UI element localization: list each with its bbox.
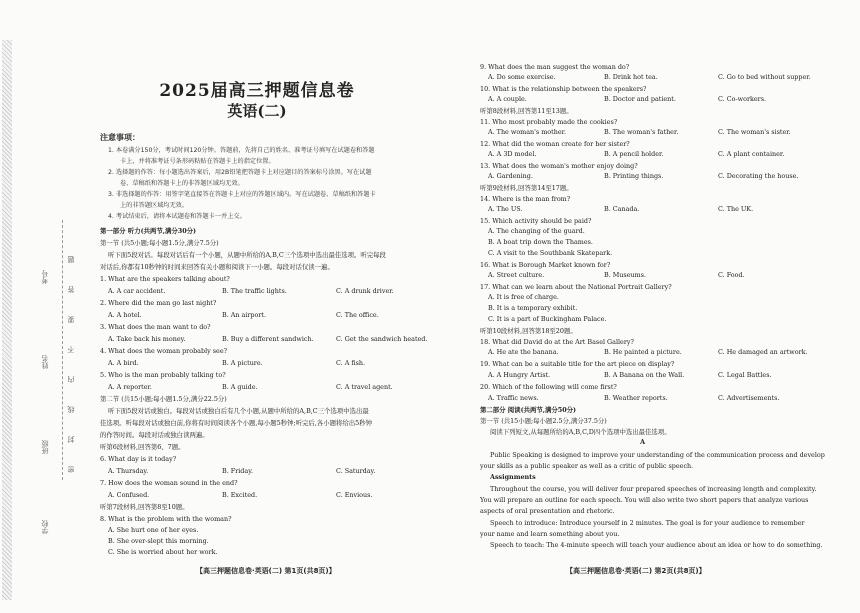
option: C. A visit to the Southbank Skatepark. (488, 249, 613, 257)
option: A. Gardening. (488, 172, 533, 180)
notice-item: 4. 考试结束后，请将本试题卷和答题卡一并上交。 (108, 213, 246, 220)
binding-char: 不 (67, 346, 75, 353)
option: C. A fish. (336, 359, 366, 367)
part-heading: 第一部分 听力(共两节,满分30分) (100, 227, 197, 235)
option: B. Canada. (604, 205, 640, 213)
option: B. Weather reports. (604, 394, 668, 402)
option: A. Thursday. (108, 467, 149, 475)
directions: 听下面5段对话。每段对话后有一个小题，从题中所给的A,B,C三个选项中选出最佳选项。听完每段 (108, 251, 386, 259)
option: A. Street culture. (488, 271, 545, 279)
binding-dashed-line (62, 220, 63, 480)
binding-char: 答 (67, 286, 75, 293)
question: 7. How does the woman sound in the end? (100, 479, 238, 487)
binding-char: 题 (67, 256, 75, 263)
side-label-name: 姓名 (41, 355, 49, 369)
binding-strip (2, 40, 12, 600)
notice-item: 2. 选择题的作答：每小题选出答案后，用2B铅笔把答题卡上对应题目的答案标号涂黑。写在试题 (108, 169, 372, 176)
option: A. Confused. (108, 491, 150, 499)
binding-char: 封 (67, 436, 75, 443)
option: B. A guide. (222, 383, 258, 391)
option: B. Buy a different sandwich. (222, 335, 314, 343)
option: A. The changing of the guard. (488, 227, 585, 235)
directions: 佳选项。听每段对话或独白前,你将有时间阅读各个小题,每小题5秒钟;听完后,各小题将给出5秒钟 (100, 419, 373, 427)
question: 9. What does the man suggest the woman do? (480, 63, 630, 71)
option: A. A Hungry Artist. (488, 371, 551, 379)
option: A. A reporter. (108, 383, 152, 391)
option: B. Drink hot tea. (604, 73, 658, 81)
material-note: 听第9段材料,回答第14至17题。 (480, 184, 573, 192)
option: C. Decorating the house. (718, 172, 799, 180)
option: A. A couple. (488, 95, 527, 103)
question: 12. What did the woman create for her sister? (480, 140, 630, 148)
question: 18. What did David do at the Art Basel Gallery? (480, 338, 634, 346)
option: A. The woman's mother. (488, 128, 566, 136)
option: C. A travel agent. (336, 383, 393, 391)
exam-subtitle: 英语(二) (227, 102, 287, 120)
option: C. The woman's sister. (718, 128, 791, 136)
option: B. Museums. (604, 271, 646, 279)
option: B. The woman's father. (604, 128, 679, 136)
passage-text: Speech to teach: The 4-minute speech will teach your audience about an idea or how to do something. (490, 541, 823, 549)
notice-list (108, 145, 438, 222)
option: C. He damaged an artwork. (718, 348, 808, 356)
passage-subheading: Assignments (490, 473, 536, 481)
option: A. Traffic news. (488, 394, 539, 402)
binding-char: 线 (67, 406, 75, 413)
option: B. The traffic lights. (222, 287, 287, 295)
question: 15. Which activity should be paid? (480, 217, 592, 225)
option: A. A hotel. (108, 311, 142, 319)
directions: 听下面5段对话或独白。每段对话或独白后有几个小题,从题中所给的A,B,C三个选项中选出最 (108, 407, 369, 415)
question: 5. Who is the man probably talking to? (100, 371, 226, 379)
option: B. Friday. (222, 467, 253, 475)
notice-item: 3. 非选择题的作答：用签字笔直接答在答题卡上对应的答题区域内。写在试题卷、草稿纸和答题卡 (108, 191, 376, 198)
option: C. Co-workers. (718, 95, 767, 103)
passage-text: your name and learn something about you. (480, 530, 620, 538)
question: 10. What is the relationship between the speakers? (480, 85, 647, 93)
passage-text: You will prepare an outline for each speech. You will also write two short papers that analyze various (480, 496, 809, 504)
question: 14. Where is the man from? (480, 195, 571, 203)
page-footer: 【高三押题信息卷·英语(二) 第2页(共8页)】 (566, 567, 706, 575)
option: B. It is a temporary exhibit. (488, 304, 578, 312)
option: A. A 3D model. (488, 150, 537, 158)
option: A. A bird. (108, 359, 139, 367)
side-label-id: 考号 (41, 270, 49, 284)
option: C. A drunk driver. (336, 287, 394, 295)
passage-label: A (640, 438, 646, 446)
question: 3. What does the man want to do? (100, 323, 211, 331)
material-note: 听第8段材料,回答第11至13题。 (480, 107, 573, 115)
option: B. Printing things. (604, 172, 664, 180)
option: C. Advertisements. (718, 394, 780, 402)
passage-text: aspects of oral presentation and rhetoric. (480, 507, 615, 515)
option: C. The office. (336, 311, 379, 319)
option: C. Go to bed without supper. (718, 73, 811, 81)
option: C. Saturday. (336, 467, 376, 475)
notice-heading: 注意事项： (100, 133, 140, 142)
option: B. Excited. (222, 491, 258, 499)
passage-text: Throughout the course, you will deliver four prepared speeches of increasing length and complexity. (490, 485, 817, 493)
question: 1. What are the speakers talking about? (100, 275, 230, 283)
option: B. An airport. (222, 311, 267, 319)
option: A. She hurt one of her eyes. (108, 526, 199, 534)
option: B. She over-slept this morning. (108, 537, 209, 545)
part-heading: 第二部分 阅读(共两节,满分50分) (480, 406, 577, 414)
option: B. A picture. (222, 359, 263, 367)
question: 8. What is the problem with the woman? (100, 515, 232, 523)
side-label-class: 班级 (41, 440, 49, 454)
option: C. She is worried about her work. (108, 548, 218, 556)
section-heading: 第二节 (共15小题;每小题1.5分,满分22.5分) (100, 395, 227, 403)
directions: 阅读下列短文,从每题所给的A,B,C,D四个选项中选出最佳选项。 (490, 428, 671, 436)
notice-item: 卡上，并将准考证号条形码粘贴在答题卡上的指定位置。 (120, 158, 275, 165)
option: C. A plant container. (718, 150, 785, 158)
material-note: 听第10段材料,回答第18至20题。 (480, 327, 577, 335)
option: A. It is free of charge. (488, 293, 559, 301)
option: C. It is a part of Buckingham Palace. (488, 315, 607, 323)
option: B. A pencil holder. (604, 150, 664, 158)
option: A. A car accident. (108, 287, 166, 295)
material-note: 听第7段材料,回答第8至10题。 (100, 503, 189, 511)
passage-text: your skills as a public speaker as well as a critic of public speech. (480, 462, 694, 470)
option: C. Legal Battles. (718, 371, 772, 379)
option: B. A Banana on the Wall. (604, 371, 685, 379)
option: C. Get the sandwich heated. (336, 335, 428, 343)
page-footer: 【高三押题信息卷·英语(二) 第1页(共8页)】 (196, 567, 336, 575)
exam-title: 2025届高三押题信息卷 (159, 81, 355, 101)
directions: 的作答时间。每段对话或独白读两遍。 (100, 431, 209, 439)
option: B. A boat trip down the Thames. (488, 238, 593, 246)
passage-text: Speech to introduce: Introduce yourself in 2 minutes. The goal is for your audience to remember (490, 519, 805, 527)
material-note: 听第6段材料,回答第6、7题。 (100, 443, 185, 451)
section-heading: 第一节 (共15小题;每小题2.5分,满分37.5分) (480, 417, 607, 425)
directions: 对话后,你都有10秒钟的时间来回答有关小题和阅读下一小题。每段对话仅读一遍。 (100, 263, 334, 271)
option: B. Doctor and patient. (604, 95, 676, 103)
binding-char: 内 (67, 376, 75, 383)
question: 20. Which of the following will come first? (480, 383, 617, 391)
option: A. Take back his money. (108, 335, 186, 343)
passage-text: Public Speaking is designed to improve your understanding of the communication process and develop (490, 451, 825, 459)
binding-char: 要 (67, 316, 75, 323)
question: 19. What can be a suitable title for the art piece on display? (480, 360, 675, 368)
option: A. He ate the banana. (488, 348, 559, 356)
notice-item: 卷、草稿纸和答题卡上的非答题区域均无效。 (120, 180, 244, 187)
question: 17. What can we learn about the National Portrait Gallery? (480, 283, 672, 291)
option: C. Envious. (336, 491, 373, 499)
notice-item: 1. 本卷满分150分，考试时间120分钟。答题前，先将自己的姓名、准考证号填写在试题卷和答题 (108, 147, 375, 154)
option: A. Do some exercise. (488, 73, 556, 81)
question: 13. What does the woman's mother enjoy doing? (480, 162, 638, 170)
section-heading: 第一节 (共5小题;每小题1.5分,满分7.5分) (100, 239, 219, 247)
question: 4. What does the woman probably see? (100, 347, 228, 355)
option: B. He painted a picture. (604, 348, 682, 356)
question: 6. What day is it today? (100, 455, 177, 463)
notice-item: 上的非答题区域均无效。 (120, 202, 189, 209)
question: 2. Where did the man go last night? (100, 299, 217, 307)
option: C. Food. (718, 271, 745, 279)
option: A. The US. (488, 205, 523, 213)
question: 11. Who most probably made the cookies? (480, 118, 618, 126)
binding-char: 密 (67, 466, 75, 473)
side-label-school: 学校 (41, 520, 49, 534)
question: 16. What is Borough Market known for? (480, 261, 611, 269)
option: C. The UK. (718, 205, 754, 213)
